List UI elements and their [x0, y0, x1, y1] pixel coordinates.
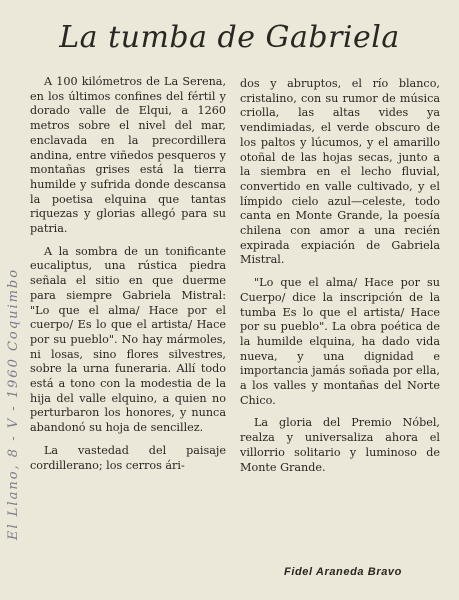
handwritten-side-note [2, 95, 26, 545]
paragraph: A la sombra de un tonificante eucaliptus, una rústica piedra señala el sitio en que duerme para siempre Gabriela Mistral: "Lo que el alma/ Hace por el cuerpo/ Es lo que el artista/ Hace por su pueblo". No hay mármoles, ni losas, sino flores silvestres, sobre la urna funeraria. Allí todo está a tono con la modestia de la hija del valle elquino, a quien no perturbaron los honores, y nunca abandonó su hoja de sencillez. [30, 244, 226, 435]
right-column [240, 77, 440, 483]
cut-header-fragment [20, 0, 420, 8]
paragraph: La gloria del Premio Nóbel, realza y universaliza ahora el villorrio solitario y luminoso de Monte Grande. [240, 416, 440, 474]
paragraph: A 100 kilómetros de La Serena, en los últimos confines del fértil y dorado valle de Elqui, a 1260 metros sobre el nivel del mar, enclavada en la precordillera andina, entre viñedos pesqueros y montañas grises está la tierra humilde y sufrida donde descansa la poetisa elquina que tantas riquezas y glorias allegó para su patria. [30, 75, 226, 236]
left-column [30, 75, 226, 481]
paragraph: La vastedad del paisaje cordillerano; los cerros ári- [30, 443, 226, 472]
author-signature: Fidel Araneda Bravo [284, 566, 402, 578]
paragraph: "Lo que el alma/ Hace por su Cuerpo/ dice la inscripción de la tumba Es lo que el artista/ Hace por su pueblo". La obra poética de la humilde elquina, ha dado vida nueva, y una dignidad e importancia jamás soñada por ella, a los valles y montañas del Norte Chico. [240, 276, 440, 407]
side-note-text: El Llano, 8 - V - 1960 Coquimbo [6, 267, 21, 540]
paragraph: dos y abruptos, el río blanco, cristalino, con su rumor de música criolla, las altas vides ya vendimiadas, el verde obscuro de los paltos y lúcumos, y el amarillo otoñal de las hojas secas, junto a la siembra en el lecho fluvial, convertido en valle cultivado, y el límpido cielo azul—celeste, todo canta en Monte Grande, la poesía chilena con amor a una recién expirada expiación de Gabriela Mistral. [240, 77, 440, 267]
article-title: La tumba de Gabriela [59, 20, 400, 55]
